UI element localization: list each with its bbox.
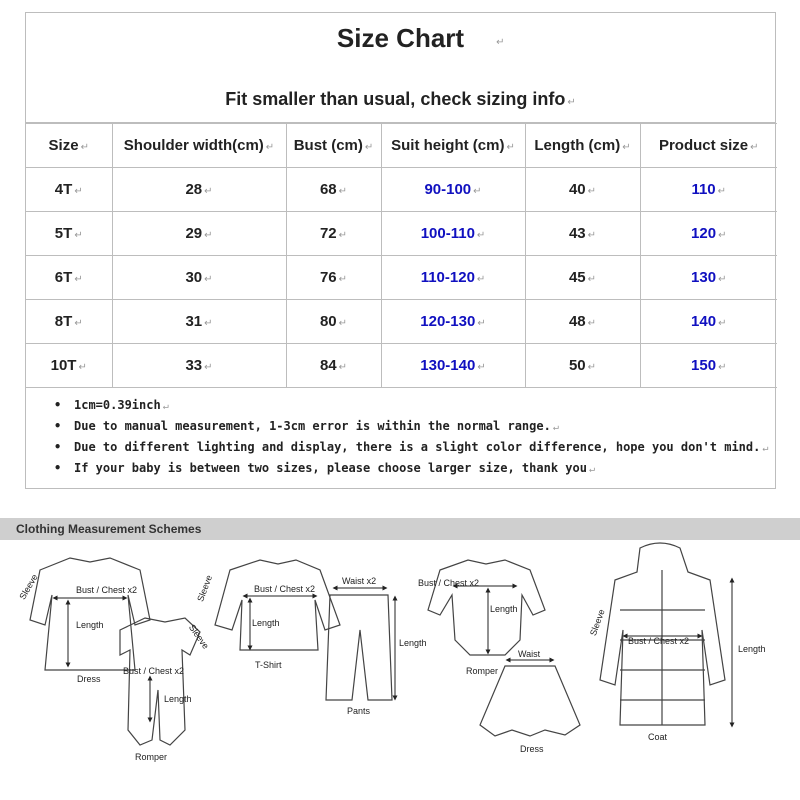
label-bust-chest: Bust / Chest x2: [628, 636, 690, 646]
pants-sketch: [326, 595, 392, 700]
label-pants: Pants: [347, 706, 371, 716]
label-waist: Waist: [518, 649, 541, 659]
label-length: Length: [738, 644, 766, 654]
cell-suit-height: 90-100 ↵: [381, 168, 525, 212]
cell-shoulder: 29 ↵: [112, 212, 286, 256]
table-row: [26, 168, 777, 212]
label-romper: Romper: [466, 666, 499, 676]
note-item: • Due to different lighting and display, there is a slight color difference, hope you don't mind. ↵: [54, 437, 775, 458]
cell-length: 48 ↵: [525, 300, 640, 344]
cell-shoulder: 33 ↵: [112, 344, 286, 388]
label-length: Length: [164, 694, 192, 704]
label-waist-x2: Waist x2: [342, 576, 377, 586]
cell-length: 43 ↵: [525, 212, 640, 256]
cell-product-size: 110 ↵: [640, 168, 777, 212]
cell-size: 6T ↵: [26, 256, 112, 300]
size-table: [26, 123, 777, 388]
table-header-row: [26, 124, 777, 168]
cell-size: 10T ↵: [26, 344, 112, 388]
chart-subtitle: Fit smaller than usual, check sizing info ↵: [225, 89, 576, 109]
label-sleeve: Sleeve: [195, 573, 215, 603]
header-bust: Bust (cm) ↵: [286, 124, 381, 168]
header-suit-height: Suit height (cm) ↵: [381, 124, 525, 168]
scheme-title: Clothing Measurement Schemes: [16, 522, 202, 536]
cell-suit-height: 110-120 ↵: [381, 256, 525, 300]
label-length: Length: [252, 618, 280, 628]
table-row: [26, 344, 777, 388]
note-item: • If your baby is between two sizes, please choose larger size, thank you ↵: [54, 458, 775, 479]
label-sleeve: Sleeve: [186, 622, 211, 651]
measurement-sketches: [0, 540, 800, 800]
label-bust-chest: Bust / Chest x2: [254, 584, 316, 594]
chart-title: Size Chart ↵: [336, 23, 505, 53]
cell-shoulder: 30 ↵: [112, 256, 286, 300]
label-coat: Coat: [648, 732, 668, 742]
label-romper: Romper: [135, 752, 168, 762]
header-length: Length (cm) ↵: [525, 124, 640, 168]
notes-list: [26, 388, 775, 479]
dress-sketch: [30, 558, 150, 670]
size-chart: [25, 12, 776, 489]
tshirt-sketch: [215, 560, 340, 650]
cell-size: 8T ↵: [26, 300, 112, 344]
skirt-sketch: [480, 666, 580, 736]
cell-length: 50 ↵: [525, 344, 640, 388]
cell-product-size: 140 ↵: [640, 300, 777, 344]
cell-size: 5T ↵: [26, 212, 112, 256]
cell-shoulder: 31 ↵: [112, 300, 286, 344]
header-shoulder: Shoulder width(cm) ↵: [112, 124, 286, 168]
header-size: Size ↵: [26, 124, 112, 168]
label-bust-chest: Bust / Chest x2: [76, 585, 138, 595]
table-row: [26, 256, 777, 300]
label-bust-chest: Bust / Chest x2: [418, 578, 480, 588]
cell-shoulder: 28 ↵: [112, 168, 286, 212]
label-tshirt: T-Shirt: [255, 660, 282, 670]
cell-product-size: 150 ↵: [640, 344, 777, 388]
label-bust-chest: Bust / Chest x2: [123, 666, 185, 676]
cell-bust: 84 ↵: [286, 344, 381, 388]
cell-suit-height: 130-140 ↵: [381, 344, 525, 388]
table-row: [26, 300, 777, 344]
label-length: Length: [490, 604, 518, 614]
note-item: • Due to manual measurement, 1-3cm error is within the normal range. ↵: [54, 416, 775, 437]
cell-bust: 68 ↵: [286, 168, 381, 212]
title-row: [26, 13, 775, 123]
note-item: • 1cm=0.39inch ↵: [54, 395, 775, 416]
table-row: [26, 212, 777, 256]
scheme-header-bar: [0, 518, 800, 540]
label-sleeve: Sleeve: [587, 607, 607, 638]
coat-sketch: [600, 543, 725, 725]
cell-bust: 72 ↵: [286, 212, 381, 256]
header-product-size: Product size ↵: [640, 124, 777, 168]
cell-length: 40 ↵: [525, 168, 640, 212]
cell-bust: 80 ↵: [286, 300, 381, 344]
cell-length: 45 ↵: [525, 256, 640, 300]
label-length: Length: [76, 620, 104, 630]
cell-suit-height: 100-110 ↵: [381, 212, 525, 256]
cell-product-size: 130 ↵: [640, 256, 777, 300]
label-dress: Dress: [77, 674, 101, 684]
cell-size: 4T ↵: [26, 168, 112, 212]
label-length: Length: [399, 638, 427, 648]
cell-product-size: 120 ↵: [640, 212, 777, 256]
label-sleeve: Sleeve: [17, 572, 40, 602]
romper-top-sketch: [428, 560, 545, 655]
cell-bust: 76 ↵: [286, 256, 381, 300]
cell-suit-height: 120-130 ↵: [381, 300, 525, 344]
label-dress: Dress: [520, 744, 544, 754]
